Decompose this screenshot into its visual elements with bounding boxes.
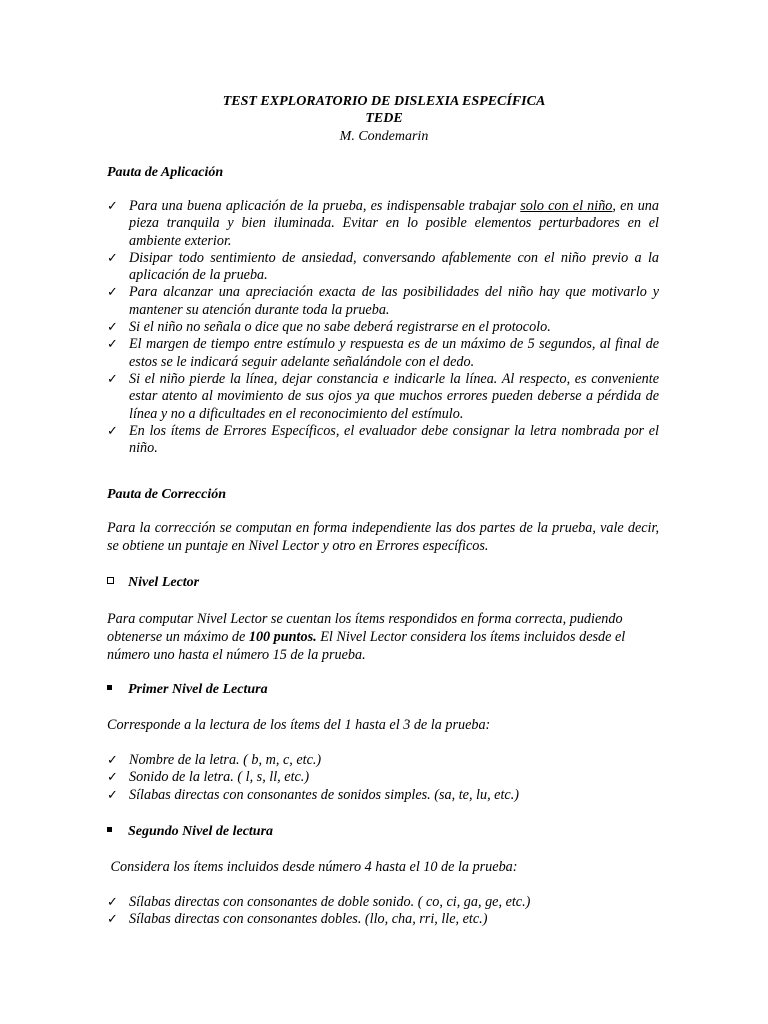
item-text: Sílabas directas con consonantes de doble sonido. ( co, ci, ga, ge, etc.) bbox=[129, 894, 531, 910]
heading-text: Primer Nivel de Lectura bbox=[128, 682, 268, 697]
segundo-nivel-list bbox=[107, 894, 659, 929]
list-item bbox=[107, 284, 659, 319]
filled-bullet-icon bbox=[107, 827, 112, 832]
list-item bbox=[107, 371, 659, 423]
heading-pauta-aplicacion: Pauta de Aplicación bbox=[107, 165, 224, 180]
heading-text: Nivel Lector bbox=[128, 575, 200, 590]
bold-text: 100 puntos. bbox=[248, 629, 317, 645]
square-bullet-icon bbox=[107, 577, 114, 584]
document-title: TEST EXPLORATORIO DE DISLEXIA ESPECÍFICA bbox=[222, 94, 546, 109]
item-text: Si el niño pierde la línea, dejar constancia e indicarle la línea. Al respecto, es conveniente estar atento al movimiento de sus ojos ya que muchos errores pueden deberse a pérdida de línea y no a dificultades en el reconocimiento del estímulo. bbox=[129, 370, 659, 422]
checkmark-icon: ✓ bbox=[107, 753, 118, 768]
nivel-lector-paragraph bbox=[107, 610, 659, 664]
item-text: Para una buena aplicación de la prueba, es indispensable trabajar bbox=[129, 198, 521, 214]
list-item bbox=[107, 787, 659, 804]
list-item bbox=[107, 250, 659, 285]
checkmark-icon: ✓ bbox=[107, 371, 118, 387]
checkmark-icon: ✓ bbox=[107, 787, 118, 803]
item-text: Sílabas directas con consonantes de sonidos simples. (sa, te, lu, etc.) bbox=[129, 786, 519, 803]
item-text: El margen de tiempo entre estímulo y respuesta es de un máximo de 5 segundos, al final de estos se le indicará seguir adelante señalándole con el dedo. bbox=[129, 336, 659, 370]
heading-text: Segundo Nivel de lectura bbox=[128, 824, 274, 839]
checkmark-icon: ✓ bbox=[107, 770, 118, 786]
correccion-paragraph: Para la corrección se computan en forma independiente las dos partes de la prueba, vale decir, se obtiene un puntaje en Nivel Lector y otro en Errores específicos. bbox=[107, 520, 659, 554]
checkmark-icon: ✓ bbox=[107, 337, 118, 353]
document-author: M. Condemarin bbox=[339, 129, 429, 144]
filled-bullet-icon bbox=[107, 685, 112, 690]
heading-nivel-lector bbox=[107, 574, 199, 591]
list-item bbox=[107, 894, 659, 911]
checkmark-icon: ✓ bbox=[107, 199, 118, 214]
checkmark-icon: ✓ bbox=[107, 423, 118, 439]
item-text: Para alcanzar una apreciación exacta de las posibilidades del niño hay que motivarlo y mantener su atención durante toda la prueba. bbox=[129, 284, 659, 318]
list-item bbox=[107, 336, 659, 371]
primer-nivel-list bbox=[107, 752, 659, 804]
heading-primer-nivel bbox=[107, 681, 268, 698]
list-item bbox=[107, 769, 659, 786]
paragraph-text: El Nivel Lector considera los ítems incluidos desde el número uno hasta el número 15 de la prueba. bbox=[107, 629, 626, 663]
segundo-nivel-intro: Considera los ítems incluidos desde número 4 hasta el 10 de la prueba: bbox=[107, 859, 518, 875]
heading-pauta-correccion: Pauta de Corrección bbox=[107, 487, 226, 502]
checkmark-icon: ✓ bbox=[107, 320, 118, 336]
item-text: Sonido de la letra. ( l, s, ll, etc.) bbox=[129, 769, 310, 786]
item-text: , en una pieza tranquila y bien iluminada. Evitar en lo posible elementos perturbadores en el ambiente exterior. bbox=[129, 198, 659, 249]
primer-nivel-intro: Corresponde a la lectura de los ítems del 1 hasta el 3 de la prueba: bbox=[107, 717, 491, 733]
list-item bbox=[107, 319, 659, 336]
document-acronym: TEDE bbox=[365, 111, 403, 126]
item-text: Si el niño no señala o dice que no sabe deberá registrarse en el protocolo. bbox=[129, 319, 551, 336]
item-text: Disipar todo sentimiento de ansiedad, conversando afablemente con el niño previo a la aplicación de la prueba. bbox=[129, 249, 659, 284]
underlined-text: solo con el niño bbox=[520, 198, 613, 214]
list-item bbox=[107, 423, 659, 458]
checkmark-icon: ✓ bbox=[107, 285, 118, 301]
item-text: Sílabas directas con consonantes dobles. (llo, cha, rri, lle, etc.) bbox=[129, 911, 488, 928]
heading-segundo-nivel bbox=[107, 823, 273, 840]
aplicacion-list bbox=[107, 198, 659, 457]
item-text: En los ítems de Errores Específicos, el evaluador debe consignar la letra nombrada por el niño. bbox=[129, 422, 659, 457]
list-item bbox=[107, 198, 659, 250]
list-item bbox=[107, 911, 659, 928]
item-text: Nombre de la letra. ( b, m, c, etc.) bbox=[129, 752, 322, 768]
checkmark-icon: ✓ bbox=[107, 250, 118, 266]
checkmark-icon: ✓ bbox=[107, 895, 118, 910]
list-item bbox=[107, 752, 659, 769]
paragraph-text: Para computar Nivel Lector se cuentan los ítems respondidos en forma correcta, pudiendo obtenerse un máximo de bbox=[107, 611, 623, 645]
checkmark-icon: ✓ bbox=[107, 912, 118, 928]
